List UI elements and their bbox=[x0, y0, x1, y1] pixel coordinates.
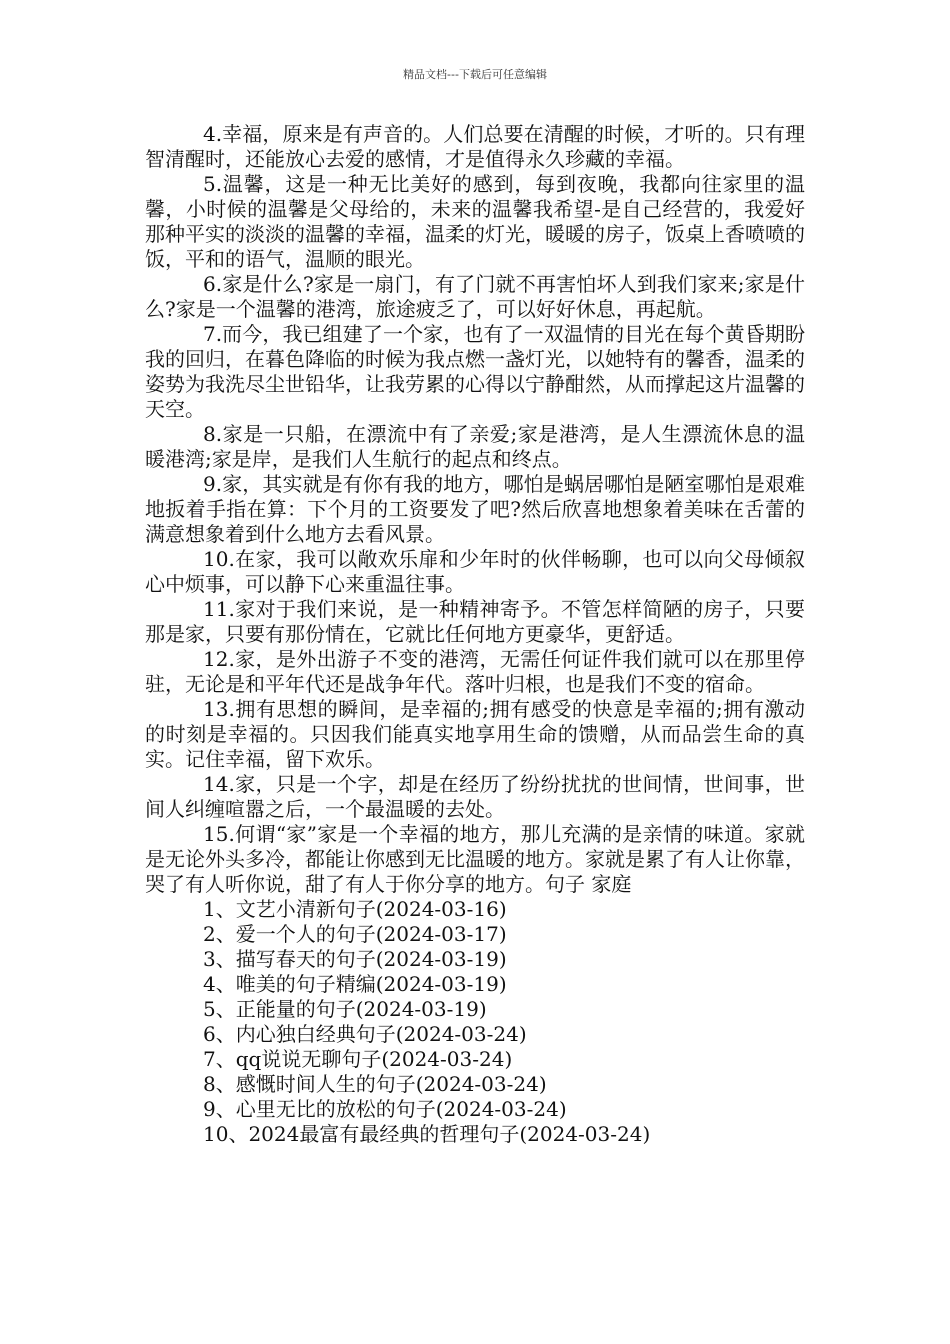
related-link[interactable]: 10、2024最富有最经典的哲理句子(2024-03-24) bbox=[203, 1122, 651, 1146]
paragraph-5: 5.温馨，这是一种无比美好的感到，每到夜晚，我都向往家里的温馨，小时候的温馨是父母给的，未来的温馨我希望-是自己经营的，我爱好那种平实的淡淡的温馨的幸福，温柔的灯光，暖暖的房子，饭桌上香喷喷的饭，平和的语气，温顺的眼光。 bbox=[145, 172, 805, 271]
paragraph-14: 14.家，只是一个字，却是在经历了纷纷扰扰的世间情，世间事，世间人纠缠喧嚣之后，一个最温暖的去处。 bbox=[145, 772, 805, 821]
paragraph-13: 13.拥有思想的瞬间，是幸福的;拥有感受的快意是幸福的;拥有激动的时刻是幸福的。只因我们能真实地享用生命的馈赠，从而品尝生命的真实。记住幸福，留下欢乐。 bbox=[145, 697, 805, 771]
paragraph-11: 11.家对于我们来说，是一种精神寄予。不管怎样简陋的房子，只要那是家，只要有那份情在，它就比任何地方更豪华，更舒适。 bbox=[145, 597, 805, 646]
related-link[interactable]: 5、正能量的句子(2024-03-19) bbox=[203, 997, 487, 1021]
paragraph-4: 4.幸福，原来是有声音的。人们总要在清醒的时候，才听的。只有理智清醒时，还能放心去爱的感情，才是值得永久珍藏的幸福。 bbox=[145, 122, 805, 171]
paragraph-10: 10.在家，我可以敞欢乐扉和少年时的伙伴畅聊，也可以向父母倾叙心中烦事，可以静下心来重温往事。 bbox=[145, 547, 805, 596]
related-link[interactable]: 9、心里无比的放松的句子(2024-03-24) bbox=[203, 1097, 567, 1121]
related-link[interactable]: 7、qq说说无聊句子(2024-03-24) bbox=[203, 1047, 513, 1071]
document-body bbox=[145, 122, 805, 1147]
related-link[interactable]: 2、爱一个人的句子(2024-03-17) bbox=[203, 922, 507, 946]
paragraph-6: 6.家是什么?家是一扇门，有了门就不再害怕坏人到我们家来;家是什么?家是一个温馨的港湾，旅途疲乏了，可以好好休息，再起航。 bbox=[145, 272, 805, 321]
paragraph-9: 9.家，其实就是有你有我的地方，哪怕是蜗居哪怕是陋室哪怕是艰难地扳着手指在算：下个月的工资要发了吧?然后欣喜地想象着美味在舌蕾的满意想象着到什么地方去看风景。 bbox=[145, 472, 805, 546]
paragraph-12: 12.家，是外出游子不变的港湾，无需任何证件我们就可以在那里停驻，无论是和平年代还是战争年代。落叶归根，也是我们不变的宿命。 bbox=[145, 647, 805, 696]
related-link[interactable]: 3、描写春天的句子(2024-03-19) bbox=[203, 947, 507, 971]
paragraph-7: 7.而今，我已组建了一个家，也有了一双温情的目光在每个黄昏期盼我的回归，在暮色降临的时候为我点燃一盏灯光，以她特有的馨香，温柔的姿势为我洗尽尘世铅华，让我劳累的心得以宁静酣然，从而撑起这片温馨的天空。 bbox=[145, 322, 805, 421]
related-links-list bbox=[145, 897, 805, 1147]
paragraph-8: 8.家是一只船，在漂流中有了亲爱;家是港湾，是人生漂流休息的温暖港湾;家是岸，是我们人生航行的起点和终点。 bbox=[145, 422, 805, 471]
paragraph-15: 15.何谓“家”家是一个幸福的地方，那儿充满的是亲情的味道。家就是无论外头多冷，都能让你感到无比温暖的地方。家就是累了有人让你靠，哭了有人听你说，甜了有人于你分享的地方。句子 家庭 bbox=[145, 822, 805, 896]
related-link[interactable]: 8、感慨时间人生的句子(2024-03-24) bbox=[203, 1072, 547, 1096]
page-header: 精品文档---下载后可任意编辑 bbox=[403, 68, 547, 81]
related-link[interactable]: 4、唯美的句子精编(2024-03-19) bbox=[203, 972, 507, 996]
related-link[interactable]: 6、内心独白经典句子(2024-03-24) bbox=[203, 1022, 527, 1046]
related-link[interactable]: 1、文艺小清新句子(2024-03-16) bbox=[203, 897, 507, 921]
